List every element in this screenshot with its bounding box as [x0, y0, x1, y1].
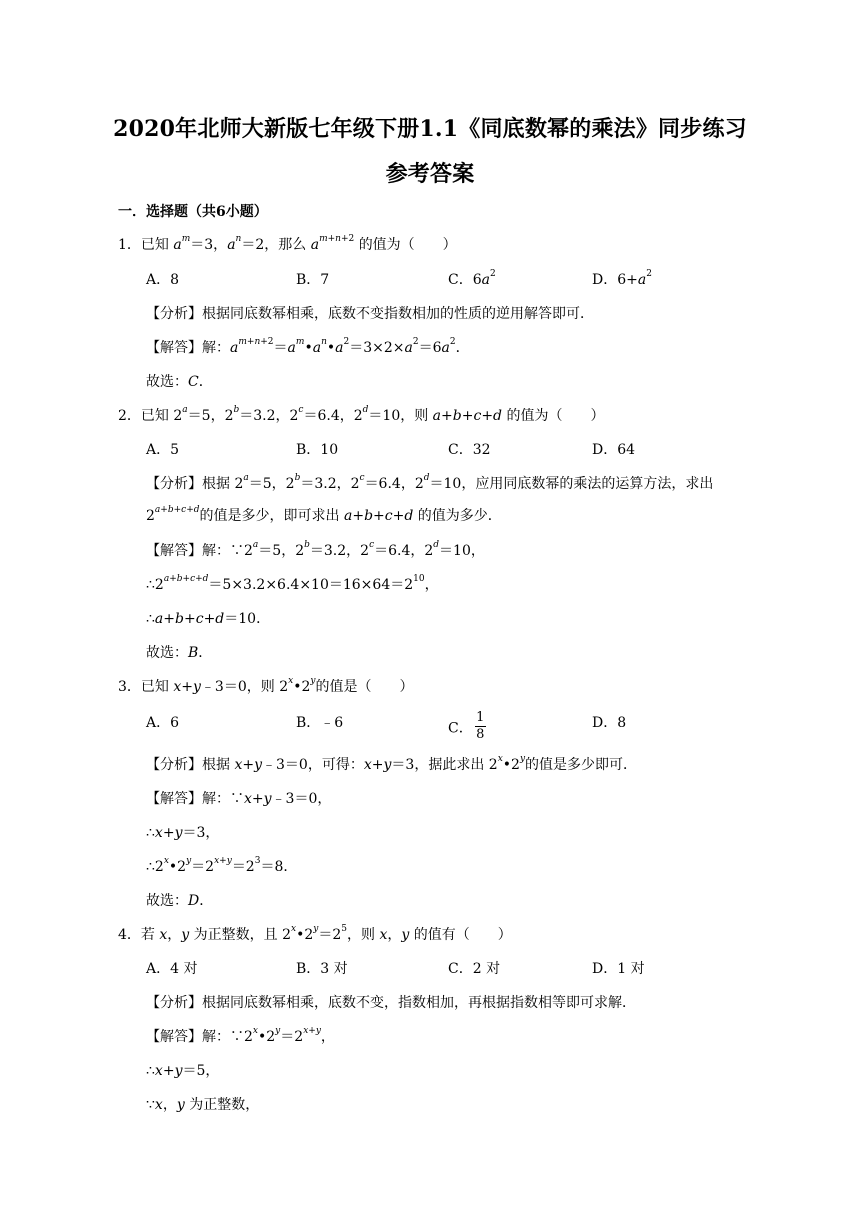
q2-choice-a: A．5: [146, 442, 180, 458]
q1-choice-d: D．$6+a^2$: [592, 269, 652, 288]
q1-choice-c: C．$6a^2$: [448, 269, 496, 288]
q2-answer: 故选：B．: [146, 645, 213, 661]
q4-choice-d: D．1 对: [592, 961, 645, 977]
q3-analysis: 【分析】根据 x+y﹣3＝0，可得：x+y＝3，据此求出 2$^x$•2$^y$的值是多少即可．: [146, 754, 638, 773]
q3-answer: 故选：D．: [146, 893, 214, 909]
document-subtitle: 参考答案: [385, 161, 475, 187]
q1-choice-b: B．7: [296, 272, 330, 288]
q2-solution-line3: ∴a+b+c+d＝10．: [146, 611, 271, 627]
q4-solution-line3: ∵x，y 为正整数，: [146, 1097, 260, 1113]
fraction: $\frac{1}{8}$: [476, 710, 485, 742]
q3-choice-b: B．﹣6: [296, 715, 344, 731]
section-heading: 一．选择题（共6小题）: [118, 204, 268, 220]
q4-solution-line1: 【解答】解：$\because 2^x•2^y=2^{x+y}$，: [146, 1026, 335, 1045]
q2-stem: 2．已知 $2^a=5$，$2^b=3.2$，$2^c=6.4$，$2^d=10$，则 a+b+c+d 的值为（ ）: [118, 405, 605, 424]
q1-answer: 故选：C．: [146, 374, 213, 390]
q1-analysis: 【分析】根据同底数幂相乘，底数不变指数相加的性质的逆用解答即可．: [146, 306, 594, 322]
q4-stem: 4．若 x，y 为正整数，且 $2^x•2^y=2^5$，则 x，y 的值有（ ）: [118, 924, 512, 943]
q1-solution: 【解答】解：$a^{m+n+2}=a^m•a^n•a^2=3\times 2\times a^2=6a^2$．: [146, 337, 470, 356]
q1-choice-a: A．8: [146, 272, 180, 288]
q2-choice-d: D．64: [592, 442, 636, 458]
q3-solution-line3: $\therefore 2^x•2^y=2^{x+y}=2^3=8$．: [146, 856, 298, 875]
q3-solution-line1: 【解答】解：∵x+y﹣3＝0，: [146, 791, 332, 807]
q2-solution-line1: 【解答】解：$\because 2^a=5$，$2^b=3.2$，$2^c=6.4$，$2^d=10$，: [146, 540, 485, 559]
q3-solution-line2: ∴x+y＝3，: [146, 825, 220, 841]
q2-choice-c: C．32: [448, 442, 491, 458]
q4-choice-a: A．4 对: [146, 961, 198, 977]
q3-choice-d: D．8: [592, 715, 627, 731]
q2-solution-line2: $\therefore 2^{a+b+c+d}=5\times 3.2\times 6.4\times 10=16\times 64=2^{10}$，: [146, 574, 439, 593]
q4-solution-line2: ∴x+y＝5，: [146, 1063, 220, 1079]
q4-analysis: 【分析】根据同底数幂相乘，底数不变，指数相加，再根据指数相等即可求解．: [146, 995, 636, 1011]
q3-choice-a: A．6: [146, 715, 180, 731]
document-title: 2020年北师大新版七年级下册1.1《同底数幂的乘法》同步练习: [113, 116, 747, 142]
q3-choice-c: C． $\frac{1}{8}$: [448, 710, 485, 742]
q3-stem: 3．已知 x+y﹣3＝0，则 2$^x$•2$^y$的值是（ ）: [118, 676, 414, 695]
q4-choice-b: B．3 对: [296, 961, 348, 977]
q2-analysis-line1: 【分析】根据 $2^a=5$，$2^b=3.2$，$2^c=6.4$，$2^d=10$，应用同底数幂的乘法的运算方法，求出: [146, 473, 714, 492]
q2-analysis-line2: $2^{a+b+c+d}$的值是多少，即可求出 a+b+c+d 的值为多少．: [146, 505, 502, 524]
q4-choice-c: C．2 对: [448, 961, 501, 977]
q1-stem: 1．已知 $a^m=3$，$a^n=2$，那么 $a^{m+n+2}$ 的值为（ ）: [118, 234, 457, 253]
q2-choice-b: B．10: [296, 442, 339, 458]
